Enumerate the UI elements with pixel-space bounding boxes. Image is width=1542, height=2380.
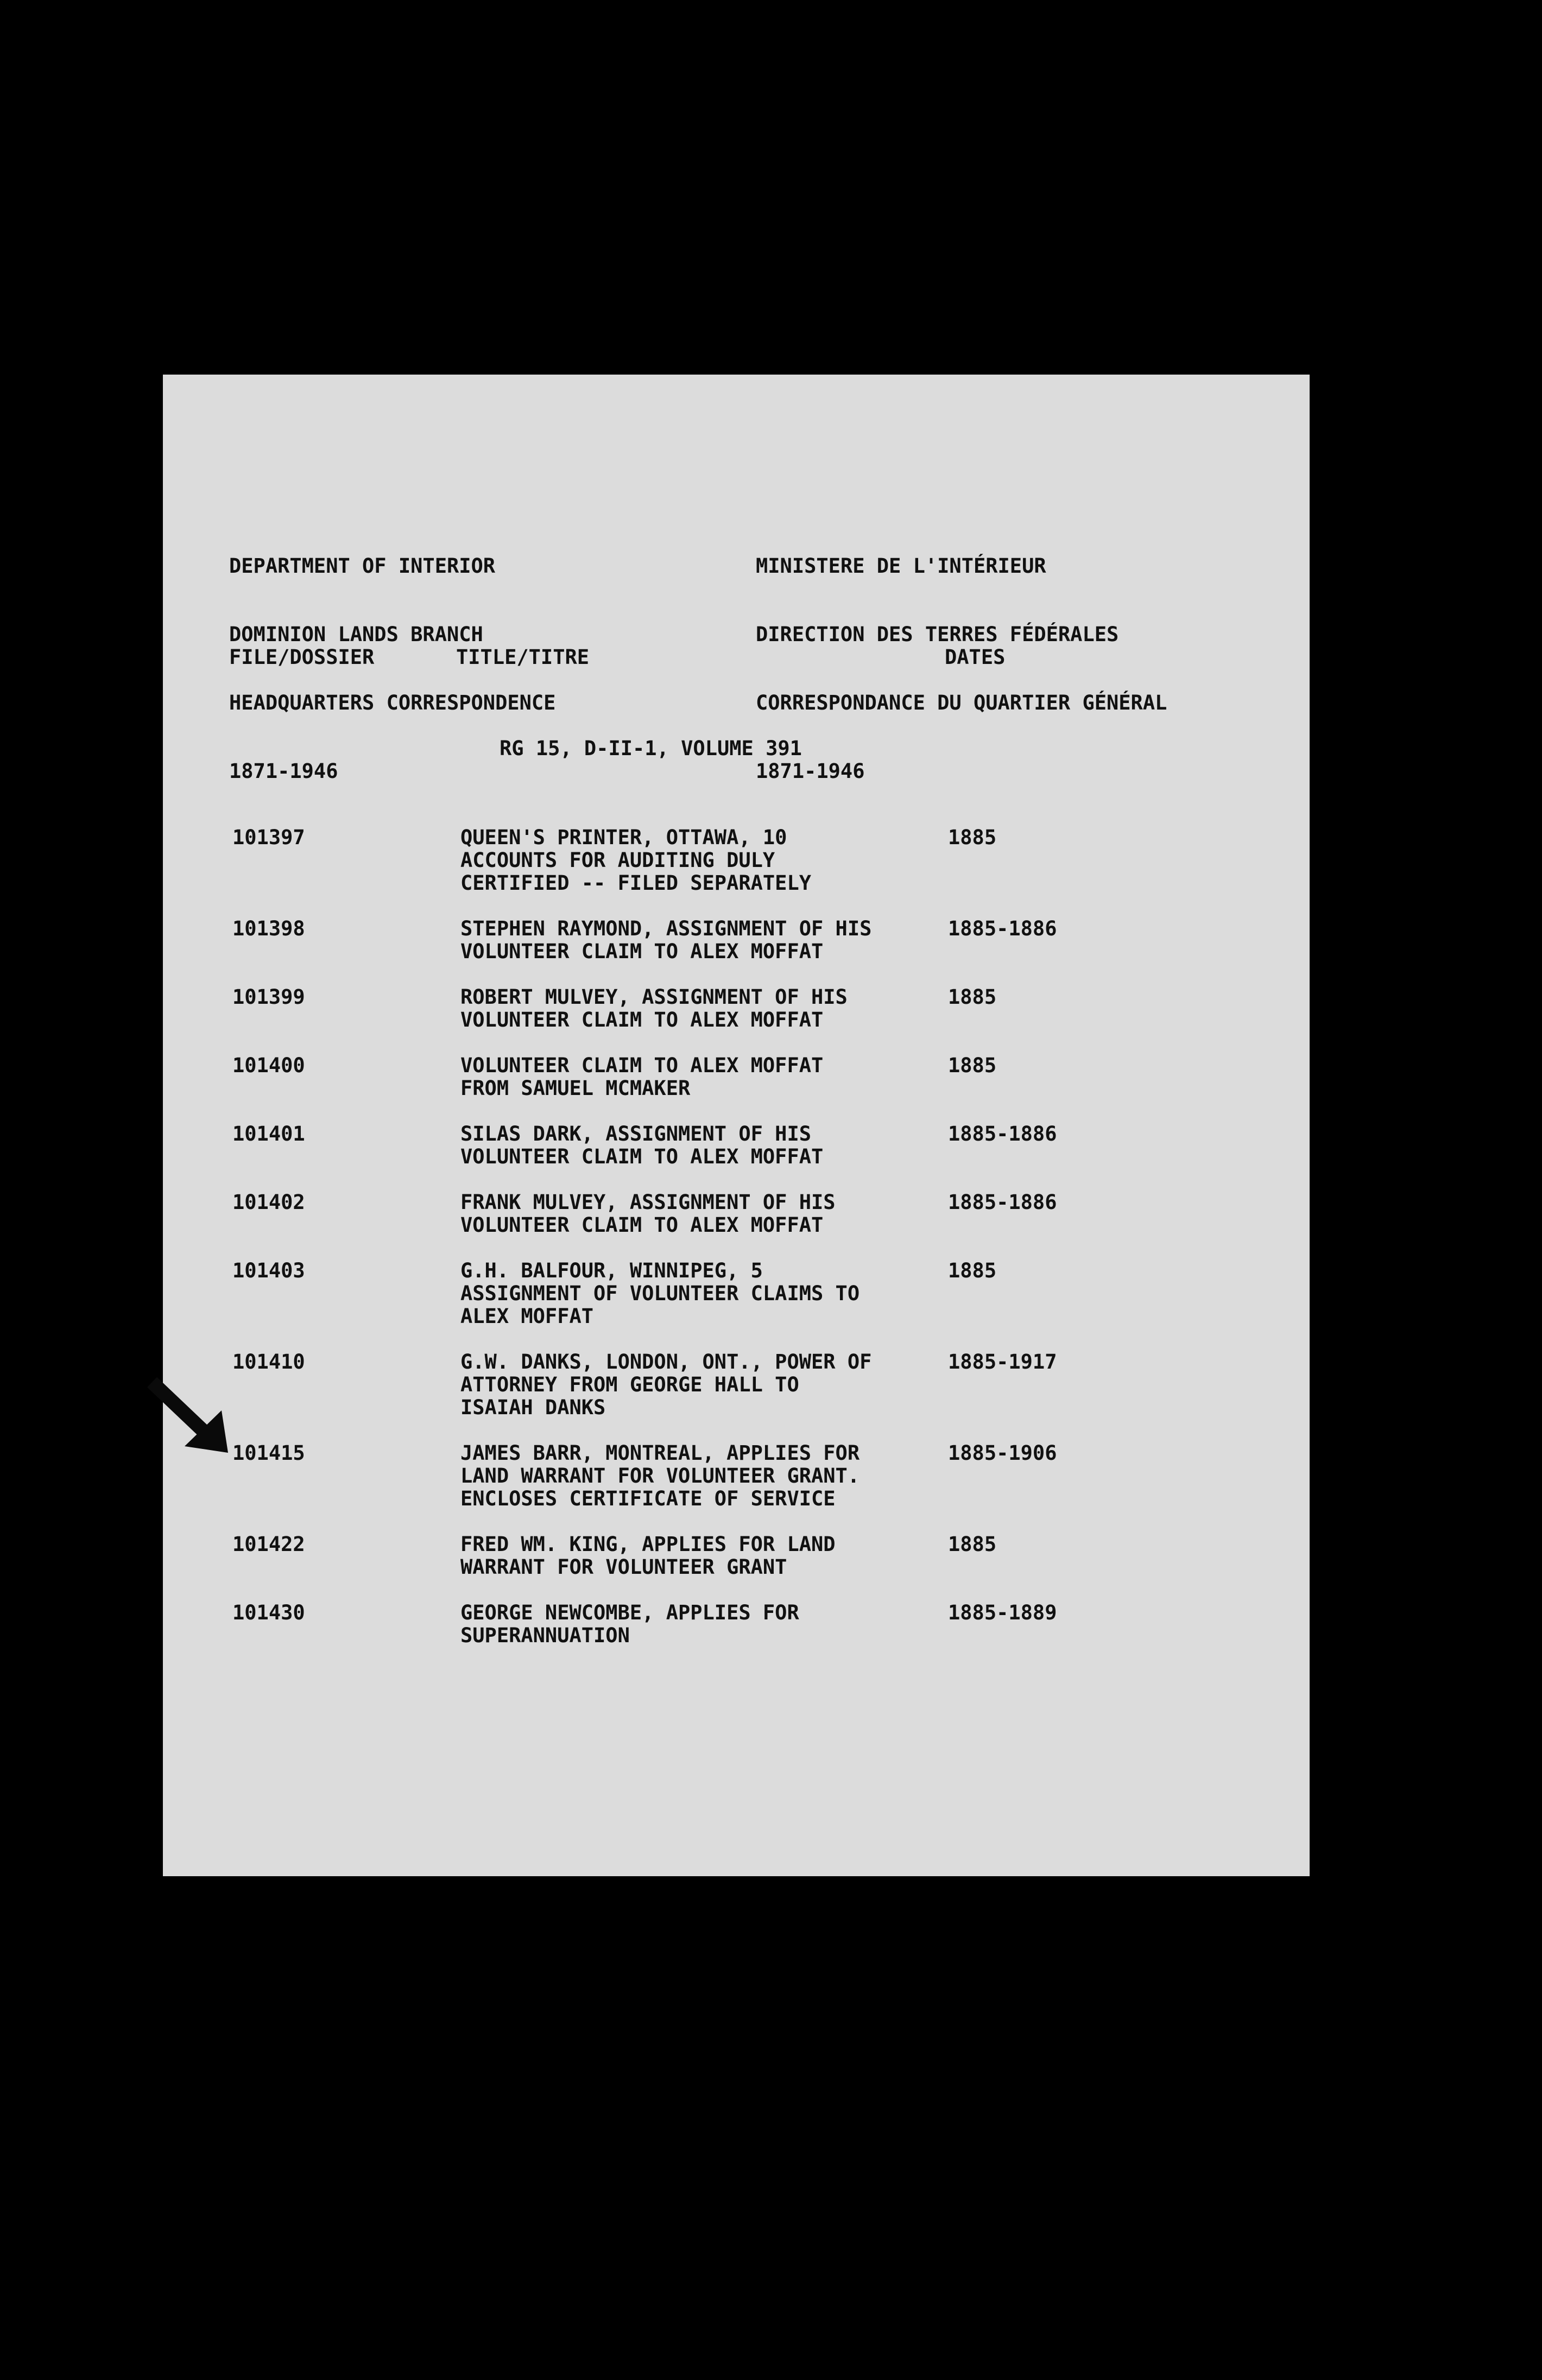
entry-title [460,1259,860,1328]
entry-dates: 1885 [948,826,997,849]
file-number: 101430 [232,1601,305,1624]
header-line: HEADQUARTERS CORRESPONDENCE [229,691,556,714]
entry-title-line: ROBERT MULVEY, ASSIGNMENT OF HIS [460,985,848,1009]
header-line: MINISTERE DE L'INTÉRIEUR [756,554,1046,578]
entry-dates: 1885-1889 [948,1601,1057,1624]
header-line: DOMINION LANDS BRANCH [229,623,483,646]
entry-title [460,986,848,1031]
file-number: 101398 [232,917,305,940]
entry-title [460,917,871,963]
entry-title-line: ASSIGNMENT OF VOLUNTEER CLAIMS TO [460,1282,860,1305]
file-number: 101400 [232,1054,305,1077]
column-header-dates: DATES [945,645,1006,669]
header-line: DIRECTION DES TERRES FÉDÉRALES [756,623,1119,646]
entry-title-line: JAMES BARR, MONTREAL, APPLIES FOR [460,1441,860,1465]
entry-title-line: QUEEN'S PRINTER, OTTAWA, 10 [460,826,787,849]
file-number: 101402 [232,1191,305,1214]
pointer-arrow-icon [147,1377,233,1458]
header-line: DEPARTMENT OF INTERIOR [229,554,496,578]
entry-title-line: FRED WM. KING, APPLIES FOR LAND [460,1533,836,1556]
entry-title-line: ISAIAH DANKS [460,1396,606,1419]
entry-dates: 1885 [948,985,997,1009]
entry-title-line: SUPERANNUATION [460,1624,630,1647]
entry-title-line: G.W. DANKS, LONDON, ONT., POWER OF [460,1350,872,1373]
entry-title-line: ALEX MOFFAT [460,1305,594,1328]
entry-title [460,1123,823,1168]
entry-title-line: VOLUNTEER CLAIM TO ALEX MOFFAT [460,1008,824,1031]
entry-title [460,1054,823,1100]
entry-title-line: VOLUNTEER CLAIM TO ALEX MOFFAT [460,1213,824,1237]
entry-title [460,1533,836,1579]
entry-title [460,826,811,895]
file-number: 101401 [232,1122,305,1145]
entry-title-line: VOLUNTEER CLAIM TO ALEX MOFFAT [460,940,824,963]
file-number: 101422 [232,1533,305,1556]
file-number: 101399 [232,985,305,1009]
entry-title-line: GEORGE NEWCOMBE, APPLIES FOR [460,1601,799,1624]
entry-title-line: G.H. BALFOUR, WINNIPEG, 5 [460,1259,763,1282]
entry-dates: 1885 [948,1054,997,1077]
column-header-file: FILE/DOSSIER [229,645,375,669]
entry-dates: 1885-1886 [948,917,1057,940]
entry-title [460,1442,860,1510]
entry-dates: 1885 [948,1259,997,1282]
header-english [229,509,555,828]
file-number: 101403 [232,1259,305,1282]
entry-title-line: WARRANT FOR VOLUNTEER GRANT [460,1555,787,1579]
entry-dates: 1885 [948,1533,997,1556]
header-french [756,509,1167,828]
entry-title-line: STEPHEN RAYMOND, ASSIGNMENT OF HIS [460,917,872,940]
entry-title [460,1191,836,1237]
entry-title [460,1351,871,1419]
entry-title-line: ENCLOSES CERTIFICATE OF SERVICE [460,1487,836,1510]
header-line: 1871-1946 [229,759,338,783]
header-line: CORRESPONDANCE DU QUARTIER GÉNÉRAL [756,691,1167,714]
file-number: 101410 [232,1350,305,1373]
entry-title-line: VOLUNTEER CLAIM TO ALEX MOFFAT [460,1054,824,1077]
file-number: 101397 [232,826,305,849]
header-line: 1871-1946 [756,759,865,783]
column-header-title: TITLE/TITRE [456,645,590,669]
entry-title-line: FRANK MULVEY, ASSIGNMENT OF HIS [460,1191,836,1214]
entry-dates: 1885-1917 [948,1350,1057,1373]
entry-title-line: CERTIFIED -- FILED SEPARATELY [460,871,812,895]
entry-title-line: SILAS DARK, ASSIGNMENT OF HIS [460,1122,812,1145]
entry-dates: 1885-1906 [948,1441,1057,1465]
entry-title-line: FROM SAMUEL MCMAKER [460,1077,691,1100]
entry-dates: 1885-1886 [948,1122,1057,1145]
entry-dates: 1885-1886 [948,1191,1057,1214]
entry-title [460,1602,799,1647]
file-number: 101415 [232,1441,305,1465]
entry-title-line: ACCOUNTS FOR AUDITING DULY [460,849,775,872]
entry-title-line: LAND WARRANT FOR VOLUNTEER GRANT. [460,1464,860,1488]
entry-title-line: VOLUNTEER CLAIM TO ALEX MOFFAT [460,1145,824,1168]
entry-title-line: ATTORNEY FROM GEORGE HALL TO [460,1373,799,1396]
volume-reference: RG 15, D-II-1, VOLUME 391 [500,737,802,760]
document-page [163,375,1310,1876]
